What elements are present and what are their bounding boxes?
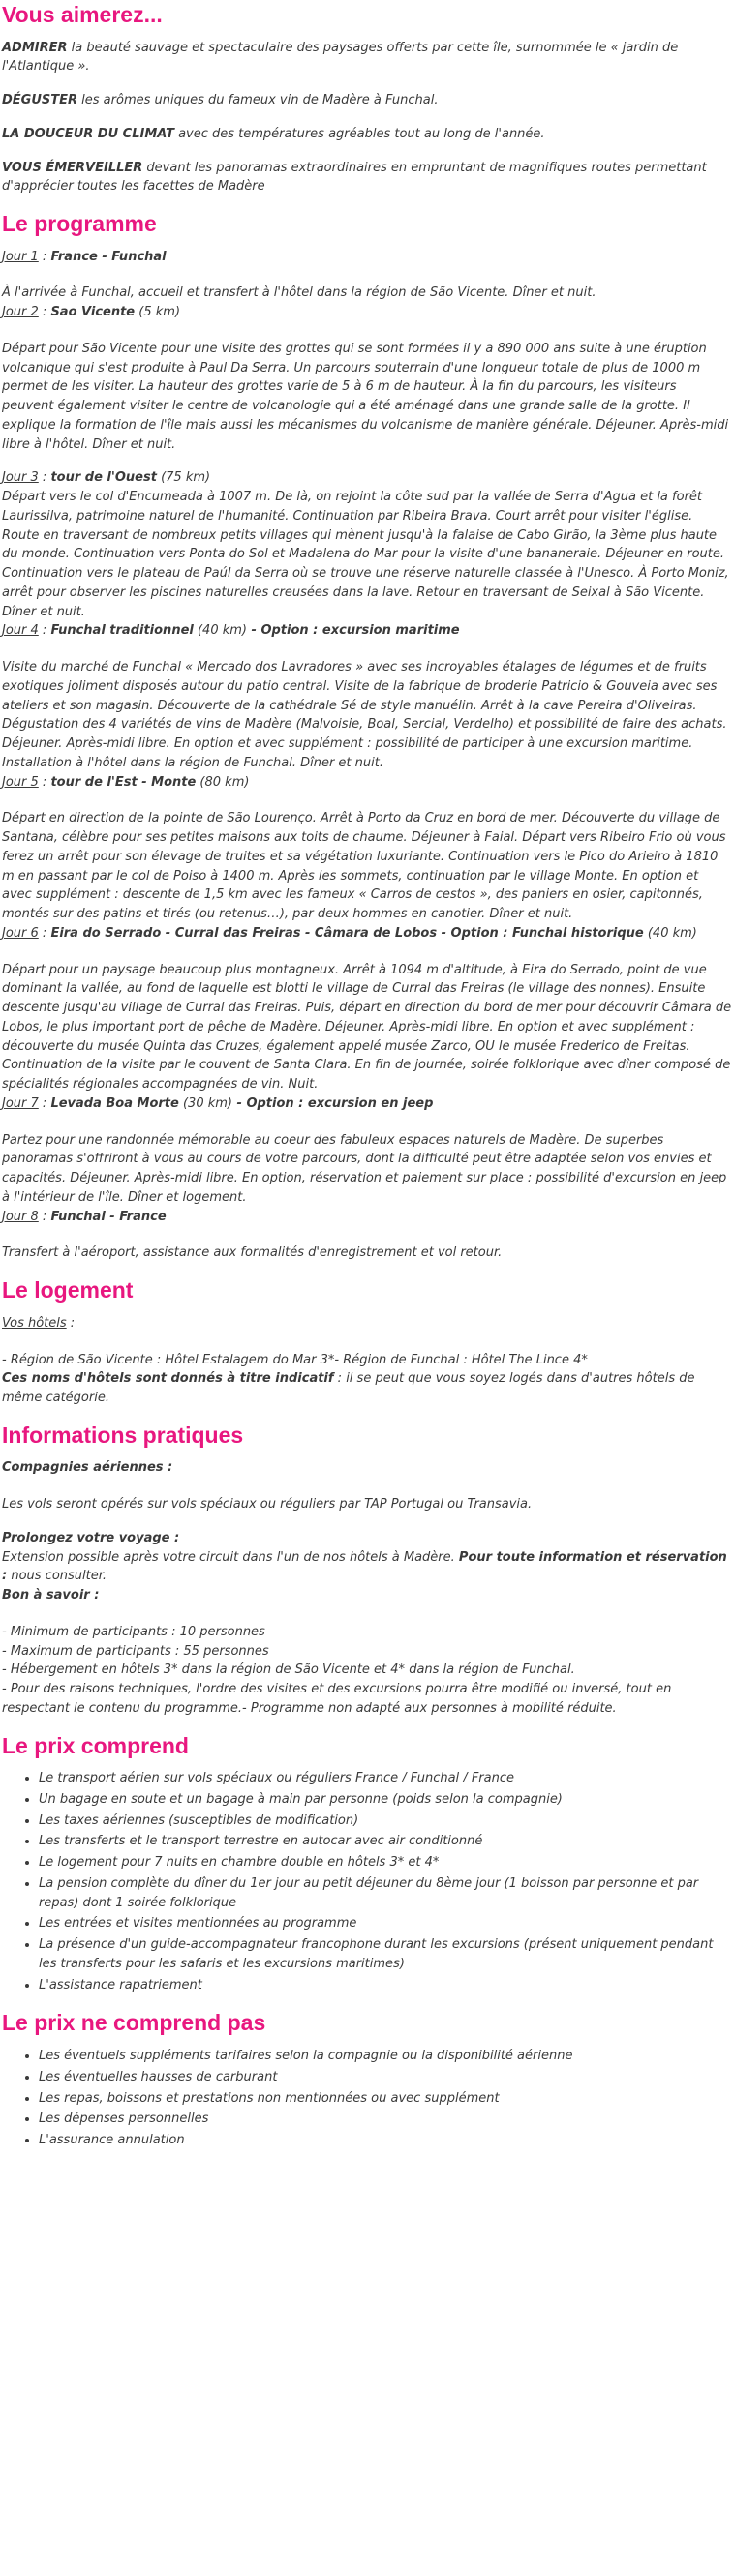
day-description: Départ en direction de la pointe de São Lourenço. Arrêt à Porto da Cruz en bord de mer. Découverte du village de Santana, célèbre pour ses petites maisons aux toits de chaume. Déjeuner à Faial. Départ vers Ribeiro Frio où vous ferez un arrêt pour son élevage de truites et sa végétation luxuriante. Continuation vers le Pico do Arieiro à 1810 m en passant par le col de Poiso à 1400 m. Après les sommets, continuation par le village Monte. En option et avec supplément : descente de 1,5 km avec les fameux « Carros de cestos », des paniers en osier, capitonnés, montés sur des patins et tirés (ou retenus…), par deux hommes en canotier. Dîner et nuit.: [2, 811, 726, 922]
day-heading: Jour 7 : Levada Boa Morte (30 km) - Option : excursion en jeep: [2, 1095, 434, 1111]
day-heading: Jour 8 : Funchal - France: [2, 1209, 167, 1224]
section-title: Vous aimerez...: [2, 2, 163, 27]
list-item: • Un bagage en soute et un bagage à main par personne (poids selon la compagnie): [39, 1790, 732, 1810]
know-line: - Hébergement en hôtels 3* dans la région de São Vicente et 4* dans la région de Funchal.: [2, 1662, 575, 1678]
section-title: Informations pratiques: [2, 1422, 244, 1448]
know-line: - Pour des raisons techniques, l'ordre des visites et des excursions pourra être modifié ou inversé, tout en respectant le contenu du programme.- Programme non adapté aux personnes à mobilité réduite.: [2, 1682, 672, 1716]
prolong-label: Prolongez votre voyage :: [2, 1530, 180, 1545]
hotels-label: Vos hôtels :: [2, 1315, 76, 1331]
day-description: Visite du marché de Funchal « Mercado dos Lavradores » avec ses incroyables étalages de légumes et de fruits exotiques joliment disposés autour du patio central. Visite de la fabrique de broderie Patricio & Gouveia avec ses ateliers et son magasin. Découverte de la cathédrale Sé de style manuélin. Arrêt à la cave Pereira d'Oliveiras. Dégustation des 4 variétés de vins de Madère (Malvoisie, Boal, Sercial, Verdelho) et possibilité de faire des achats. Déjeuner. Après-midi libre. En option et avec supplément : possibilité de participer à une excursion maritime. Installation à l'hôtel dans la région de Funchal. Dîner et nuit.: [2, 660, 727, 770]
list-item: • Les repas, boissons et prestations non mentionnées ou avec supplément: [39, 2089, 732, 2109]
list-item: • Les dépenses personnelles: [39, 2110, 732, 2129]
list-item: • L'assurance annulation: [39, 2131, 732, 2150]
list-item: • Le logement pour 7 nuits en chambre double en hôtels 3* et 4*: [39, 1853, 732, 1872]
highlight-item: ADMIRER la beauté sauvage et spectaculaire des paysages offerts par cette île, surnommée le « jardin de l'Atlantique ».: [2, 40, 679, 75]
section-vous-aimerez: [2, 2, 732, 196]
list-item: • Les éventuels suppléments tarifaires selon la compagnie ou la disponibilité aérienne: [39, 2047, 732, 2066]
section-prix-ne-comprend-pas: [2, 2010, 732, 2149]
section-logement: [2, 1277, 732, 1408]
section-informations: [2, 1423, 732, 1719]
section-title: Le prix comprend: [2, 1732, 189, 1758]
excluded-list: [2, 2047, 732, 2150]
list-item: • Les taxes aériennes (susceptibles de modification): [39, 1812, 732, 1831]
day-description: Partez pour une randonnée mémorable au coeur des fabuleux espaces naturels de Madère. De superbes panoramas s'offriront à vous au cours de votre parcours, dont la difficulté peut être adaptée selon vos envies et capacités. Déjeuner. Après-midi libre. En option, réservation et paiement sur place : possibilité d'excursion en jeep à l'intérieur de l'île. Dîner et logement.: [2, 1132, 727, 1205]
list-item: • La pension complète du dîner du 1er jour au petit déjeuner du 8ème jour (1 boisson par personne et par repas) dont 1 soirée folklorique: [39, 1874, 732, 1913]
know-line: - Minimum de participants : 10 personnes: [2, 1624, 265, 1639]
airlines-text: Les vols seront opérés sur vols spéciaux ou réguliers par TAP Portugal ou Transavia.: [2, 1497, 533, 1513]
list-item: • Les entrées et visites mentionnées au programme: [39, 1914, 732, 1933]
airlines-label: Compagnies aériennes :: [2, 1460, 173, 1476]
list-item: • L'assistance rapatriement: [39, 1976, 732, 1995]
list-item: • La présence d'un guide-accompagnateur francophone durant les excursions (présent uniquement pendant les transferts pour les safaris et les excursions maritimes): [39, 1935, 732, 1974]
hotels-note: Ces noms d'hôtels sont donnés à titre indicatif : il se peut que vous soyez logés dans d'autres hôtels de même catégorie.: [2, 1371, 695, 1406]
day-heading: Jour 3 : tour de l'Ouest (75 km): [2, 470, 211, 486]
highlight-item: LA DOUCEUR DU CLIMAT avec des températures agréables tout au long de l'année.: [2, 126, 545, 141]
day-heading: Jour 6 : Eira do Serrado - Curral das Freiras - Câmara de Lobos - Option : Funchal historique (40 km): [2, 925, 697, 941]
section-programme: [2, 211, 732, 1263]
highlight-item: VOUS ÉMERVEILLER devant les panoramas extraordinaires en empruntant de magnifiques routes permettant d'apprécier toutes les facettes de Madère: [2, 160, 707, 195]
day-heading: Jour 4 : Funchal traditionnel (40 km) - Option : excursion maritime: [2, 623, 460, 639]
day-heading: Jour 1 : France - Funchal: [2, 249, 167, 264]
hotels-list: - Région de São Vicente : Hôtel Estalagem do Mar 3*- Région de Funchal : Hôtel The Lince 4*: [2, 1352, 588, 1367]
included-list: [2, 1769, 732, 1994]
day-heading: Jour 5 : tour de l'Est - Monte (80 km): [2, 774, 250, 790]
know-label: Bon à savoir :: [2, 1588, 100, 1603]
day-heading: Jour 2 : Sao Vicente (5 km): [2, 305, 181, 320]
section-title: Le logement: [2, 1277, 134, 1303]
section-title: Le programme: [2, 211, 157, 237]
list-item: • Le transport aérien sur vols spéciaux ou réguliers France / Funchal / France: [39, 1769, 732, 1788]
day-description: Transfert à l'aéroport, assistance aux formalités d'enregistrement et vol retour.: [2, 1245, 503, 1261]
prolong-text: Extension possible après votre circuit dans l'un de nos hôtels à Madère. Pour toute information et réservation : nous consulter.: [2, 1549, 727, 1584]
page: [0, 2, 734, 2150]
section-title: Le prix ne comprend pas: [2, 2010, 266, 2036]
section-prix-comprend: [2, 1733, 732, 1995]
know-line: - Maximum de participants : 55 personnes: [2, 1643, 269, 1659]
day-description: Départ pour São Vicente pour une visite des grottes qui se sont formées il y a 890 000 ans suite à une éruption volcanique qui s'est produite à Paul Da Serra. Un parcours souterrain d'une longueur totale de plus de 1000 m permet de les visiter. La hauteur des grottes varie de 5 à 6 m de hauteur. À la fin du parcours, les visiteurs peuvent également visiter le centre de volcanologie qui a été aménagé dans une grande salle de la grotte. Il explique la formation de l'île mais aussi les mécanismes du volcanisme de manière générale. Déjeuner. Après-midi libre à l'hôtel. Dîner et nuit.: [2, 341, 729, 452]
day-description: À l'arrivée à Funchal, accueil et transfert à l'hôtel dans la région de São Vicente. Dîner et nuit.: [2, 285, 596, 301]
day-description: Départ vers le col d'Encumeada à 1007 m. De là, on rejoint la côte sud par la vallée de Serra d'Agua et la forêt Laurissilva, patrimoine naturel de l'humanité. Continuation par Ribeira Brava. Court arrêt pour visiter l'église. Route en traversant de nombreux petits villages qui mènent jusqu'à la falaise de Cabo Girão, la 3ème plus haute du monde. Continuation vers Ponta do Sol et Madalena do Mar pour la visite d'une bananeraie. Déjeuner en route. Continuation vers le plateau de Paúl da Serra où se trouve une réserve naturelle classée à l'Unesco. À Porto Moniz, arrêt pour observer les piscines naturelles creusées dans la lave. Retour en traversant de Seixal à São Vicente. Dîner et nuit.: [2, 490, 729, 619]
list-item: • Les éventuelles hausses de carburant: [39, 2068, 732, 2087]
highlight-item: DÉGUSTER les arômes uniques du fameux vin de Madère à Funchal.: [2, 93, 439, 108]
list-item: • Les transferts et le transport terrestre en autocar avec air conditionné: [39, 1832, 732, 1851]
day-description: Départ pour un paysage beaucoup plus montagneux. Arrêt à 1094 m d'altitude, à Eira do Serrado, point de vue dominant la vallée, au fond de laquelle est blotti le village de Curral das Freiras (le village des nonnes). Ensuite descente jusqu'au village de Curral das Freiras. Puis, départ en direction du bord de mer pour découvrir Câmara de Lobos, le plus important port de pêche de Madère. Déjeuner. Après-midi libre. En option et avec supplément : découverte du musée Quinta das Cruzes, également appelé musée Zarco, OU le musée Frederico de Freitas. Continuation de la visite par le couvent de Santa Clara. En fin de journée, soirée folklorique avec dîner composé de spécialités régionales accompagnées de vin. Nuit.: [2, 962, 732, 1093]
